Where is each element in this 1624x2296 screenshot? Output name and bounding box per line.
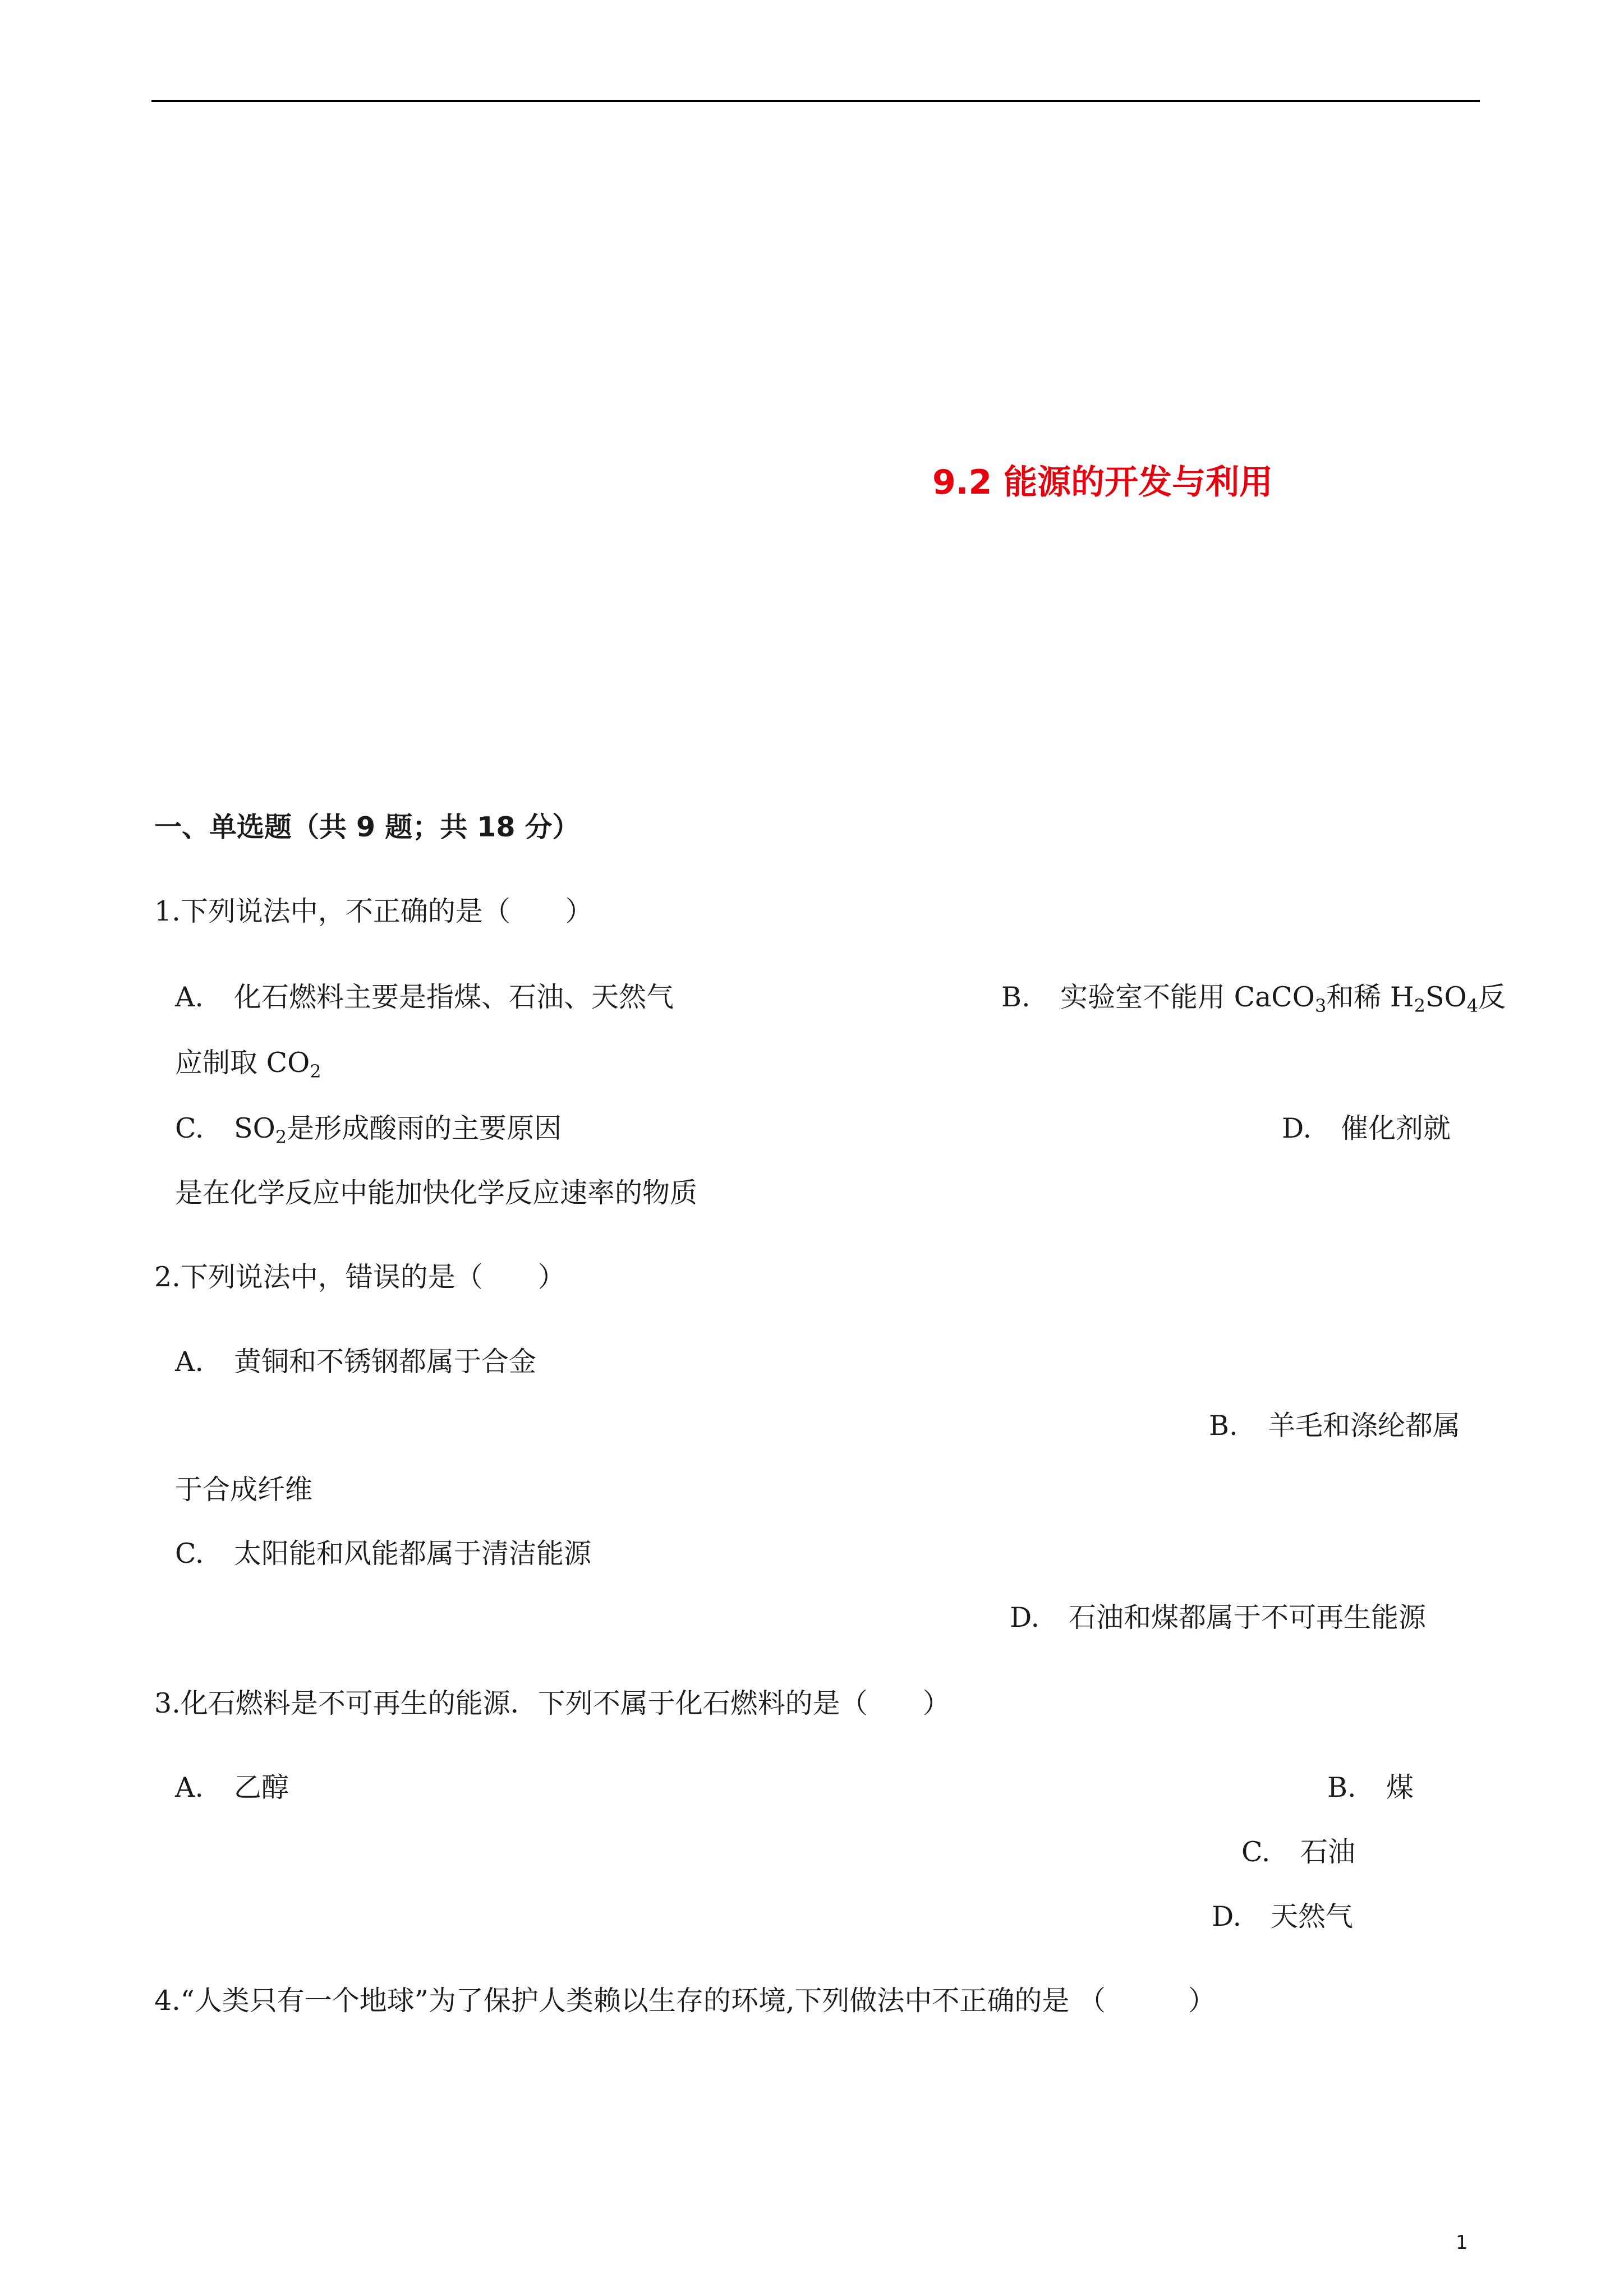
- option-text: 和稀 H: [1326, 981, 1414, 1013]
- option-text: 催化剂就: [1341, 1112, 1451, 1144]
- option-letter: D.: [1010, 1602, 1040, 1634]
- option-text: 天然气: [1271, 1901, 1354, 1932]
- q3-option-d: [1212, 1900, 1353, 1934]
- option-text: 是形成酸雨的主要原因: [287, 1112, 562, 1144]
- question-1-stem: 1.下列说法中，不正确的是（ ）: [154, 895, 593, 927]
- option-text: 羊毛和涤纶都属: [1268, 1410, 1461, 1442]
- option-letter: A.: [175, 1346, 204, 1378]
- subscript: 4: [1466, 995, 1479, 1016]
- option-text: 应制取 CO: [175, 1047, 310, 1079]
- subscript: 2: [310, 1061, 321, 1082]
- q3-option-a: [175, 1771, 289, 1805]
- option-letter: C.: [175, 1538, 204, 1570]
- option-text: 石油: [1300, 1836, 1356, 1868]
- option-text: 实验室不能用 CaCO: [1060, 981, 1315, 1013]
- option-letter: B.: [1209, 1410, 1238, 1442]
- option-text: SO: [234, 1112, 275, 1144]
- option-text: 石油和煤都属于不可再生能源: [1069, 1602, 1427, 1634]
- option-letter: C.: [175, 1112, 204, 1144]
- option-text: SO: [1425, 981, 1467, 1013]
- option-letter: B.: [1327, 1772, 1356, 1803]
- page-title: 9.2 能源的开发与利用: [932, 463, 1273, 502]
- q1-option-d-continuation: 是在化学反应中能加快化学反应速率的物质: [175, 1177, 698, 1209]
- option-text: 化石燃料主要是指煤、石油、天然气: [234, 981, 674, 1013]
- page-number: 1: [1456, 2231, 1468, 2254]
- q2-option-b: [1209, 1409, 1460, 1443]
- option-letter: D.: [1212, 1901, 1242, 1932]
- q1-option-c: [175, 1112, 562, 1148]
- option-text: 乙醇: [234, 1772, 289, 1803]
- option-letter: B.: [1001, 981, 1030, 1013]
- q1-option-b-continuation: [175, 1046, 321, 1080]
- section-heading: 一、单选题（共 9 题；共 18 分）: [154, 811, 580, 843]
- option-letter: A.: [175, 1772, 204, 1803]
- header-rule: [151, 100, 1480, 102]
- q1-option-b: [1001, 981, 1506, 1014]
- subscript: 2: [275, 1126, 287, 1148]
- option-letter: C.: [1241, 1836, 1271, 1868]
- option-letter: D.: [1282, 1112, 1312, 1144]
- option-text: 太阳能和风能都属于清洁能源: [234, 1538, 592, 1570]
- option-text: 黄铜和不锈钢都属于合金: [234, 1346, 537, 1378]
- subscript: 2: [1414, 995, 1425, 1016]
- question-2-stem: 2.下列说法中，错误的是（ ）: [154, 1261, 565, 1293]
- q1-option-d: [1282, 1112, 1451, 1145]
- option-letter: A.: [175, 981, 204, 1013]
- q2-option-a: [175, 1345, 536, 1379]
- q3-option-b: [1327, 1771, 1414, 1805]
- question-3-stem: 3.化石燃料是不可再生的能源．下列不属于化石燃料的是（ ）: [154, 1687, 950, 1719]
- option-text: 反: [1478, 981, 1506, 1013]
- q3-option-c: [1241, 1835, 1355, 1869]
- q2-option-b-continuation: 于合成纤维: [175, 1474, 313, 1506]
- q1-option-a: [175, 981, 674, 1014]
- subscript: 3: [1314, 995, 1327, 1016]
- question-4-stem: 4.“人类只有一个地球”为了保护人类赖以生存的环境,下列做法中不正确的是 （ ）: [154, 1985, 1216, 2017]
- q2-option-d: [1010, 1601, 1426, 1635]
- option-text: 煤: [1386, 1772, 1414, 1803]
- q2-option-c: [175, 1537, 591, 1571]
